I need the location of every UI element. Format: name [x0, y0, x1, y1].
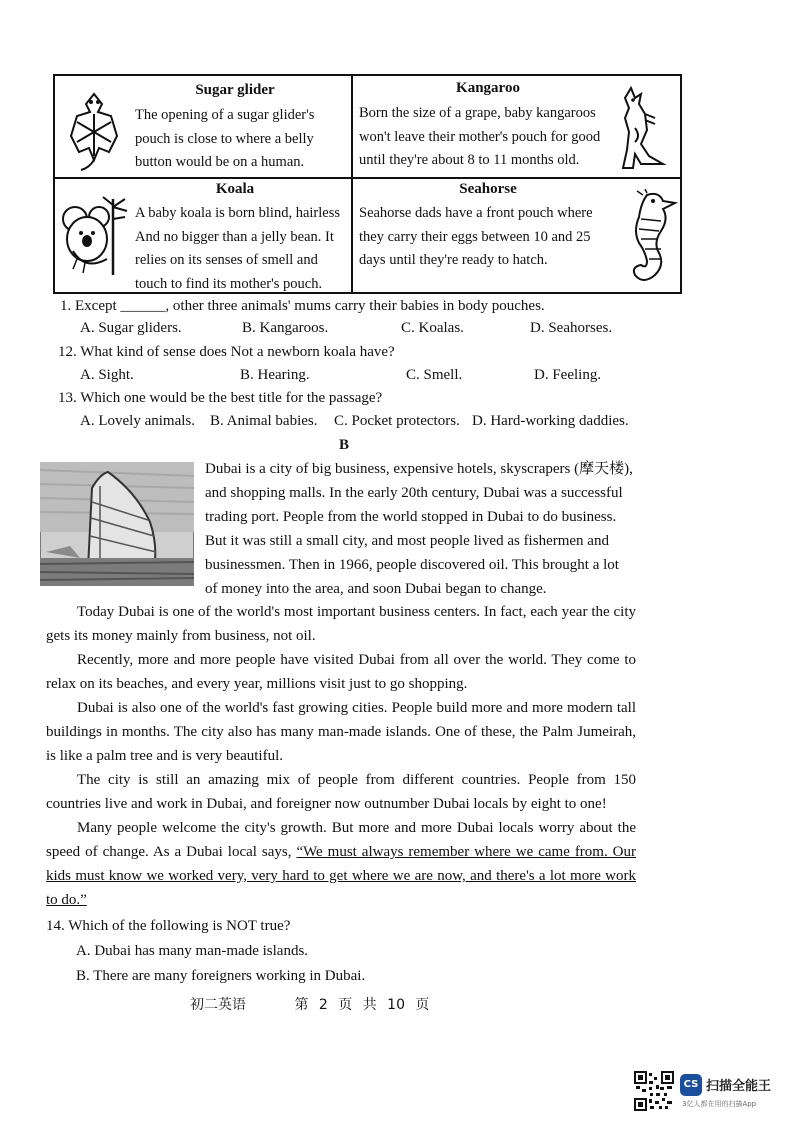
sugar-glider-title: Sugar glider [195, 82, 275, 98]
text-line: Seahorse dads have a front pouch where [359, 205, 593, 221]
koala-illustration [59, 195, 131, 279]
question-14-stem: 14. Which of the following is NOT true? [46, 918, 291, 934]
option-b[interactable]: B. There are many foreigners working in Dubai. [76, 968, 366, 984]
seahorse-text [359, 202, 625, 273]
subject-label: 初二英语 [190, 997, 246, 1013]
text-line: they carry their eggs between 10 and 25 [359, 228, 591, 245]
sugar-glider-text [135, 104, 347, 175]
paragraph-6-lead: Many people welcome the city's growth. But more and more Dubai locals worry about the speed of change. As a Dubai local says, [46, 820, 636, 860]
text-line: businessmen. Then in 1966, people discovered oil. This brought a lot [205, 557, 619, 573]
text-line: won't leave their mother's pouch for good [359, 128, 601, 145]
kangaroo-text [359, 102, 621, 173]
question-12-stem: 12. What kind of sense does Not a newborn koala have? [58, 344, 395, 360]
section-b-label: B [339, 437, 350, 453]
option-d[interactable]: D. Feeling. [534, 367, 602, 383]
paragraph-2: Today Dubai is one of the world's most important business centers. In fact, each year the city gets its money mainly from business, not oil. [46, 604, 636, 644]
paragraph-3: Recently, more and more people have visited Dubai from all over the world. They come to relax on its beaches, and every year, millions visit just to go shopping. [46, 652, 636, 692]
animal-table [53, 74, 682, 294]
option-d[interactable]: D. Hard-working daddies. [472, 413, 629, 429]
qr-code-icon [634, 1071, 674, 1111]
option-a[interactable]: A. Lovely animals. [80, 413, 195, 429]
cell-kangaroo [353, 76, 682, 177]
text-line: pouch is close to where a belly [135, 130, 314, 147]
text-line: But it was still a small city, and most people lived as fishermen and [205, 533, 609, 549]
page-footer [190, 994, 429, 1014]
sugar-glider-illustration [63, 90, 125, 174]
koala-title: Koala [215, 181, 255, 197]
dubai-body [46, 600, 636, 912]
paragraph-4: Dubai is also one of the world's fast growing cities. People build more and more modern tall buildings in months. The city also has many man-made islands. One of these, the Palm Jumeirah, is like a palm tree and is very beautiful. [46, 700, 636, 764]
paragraph-5: The city is still an amazing mix of people from different countries. People from 150 countries live and work in Dubai, and foreigner now outnumber Dubai locals by eight to one! [46, 772, 636, 812]
text-line: Dubai is a city of big business, expensive hotels, skyscrapers (摩天楼), [205, 461, 633, 477]
text-line: touch to find its mother's pouch. [135, 275, 323, 292]
text-line: And no bigger than a jelly bean. It [135, 228, 334, 245]
option-a[interactable]: A. Sight. [80, 367, 134, 383]
dubai-intro-paragraph [205, 457, 635, 601]
option-b[interactable]: B. Hearing. [240, 367, 310, 383]
kangaroo-title: Kangaroo [456, 80, 520, 96]
page-number: 第 2 页 共 10 页 [294, 997, 430, 1013]
cell-sugar-glider [55, 76, 351, 177]
text-line: relies on its senses of smell and [135, 252, 318, 268]
option-a[interactable]: A. Sugar gliders. [80, 320, 182, 336]
camscanner-tagline: 3亿人都在用的扫描App [682, 1100, 757, 1108]
text-line: Born the size of a grape, baby kangaroos [359, 105, 596, 121]
kangaroo-illustration [611, 84, 677, 172]
seahorse-illustration [623, 189, 679, 289]
option-a[interactable]: A. Dubai has many man-made islands. [76, 943, 309, 959]
text-line: trading port. People from the world stopped in Dubai to do business. [205, 509, 617, 525]
option-c[interactable]: C. Koalas. [401, 320, 464, 336]
camscanner-name: 扫描全能王 [706, 1079, 772, 1094]
local-quote: “We must always remember where we came from. Our kids must know we worked very, very hard to get where we are now, and there's a lot more work to do.” [46, 844, 637, 908]
paragraph-6 [46, 816, 636, 912]
question-12-options [80, 367, 680, 387]
option-d[interactable]: D. Seahorses. [530, 320, 613, 336]
question-11-options [80, 320, 680, 340]
question-11-stem: 1. Except ______, other three animals' mums carry their babies in body pouches. [60, 298, 545, 314]
text-line: A baby koala is born blind, hairless [135, 205, 340, 221]
option-c[interactable]: C. Pocket protectors. [334, 413, 460, 429]
koala-text [135, 202, 349, 296]
camscanner-logo: CS [680, 1074, 702, 1096]
cell-seahorse [353, 179, 682, 294]
text-line: days until they're ready to hatch. [359, 252, 548, 268]
question-13-stem: 13. Which one would be the best title for the passage? [58, 390, 383, 406]
text-line: button would be on a human. [135, 154, 305, 170]
text-line: of money into the area, and soon Dubai began to change. [205, 581, 547, 597]
cell-koala [55, 179, 351, 294]
text-line: The opening of a sugar glider's [135, 107, 315, 123]
option-b[interactable]: B. Animal babies. [210, 413, 318, 429]
text-line: until they're about 8 to 11 months old. [359, 152, 580, 168]
question-13-options [80, 413, 680, 433]
seahorse-title: Seahorse [459, 181, 517, 197]
text-line: and shopping malls. In the early 20th century, Dubai was a successful [205, 485, 623, 501]
option-c[interactable]: C. Smell. [406, 367, 463, 383]
option-b[interactable]: B. Kangaroos. [242, 320, 329, 336]
dubai-photo [40, 462, 194, 586]
